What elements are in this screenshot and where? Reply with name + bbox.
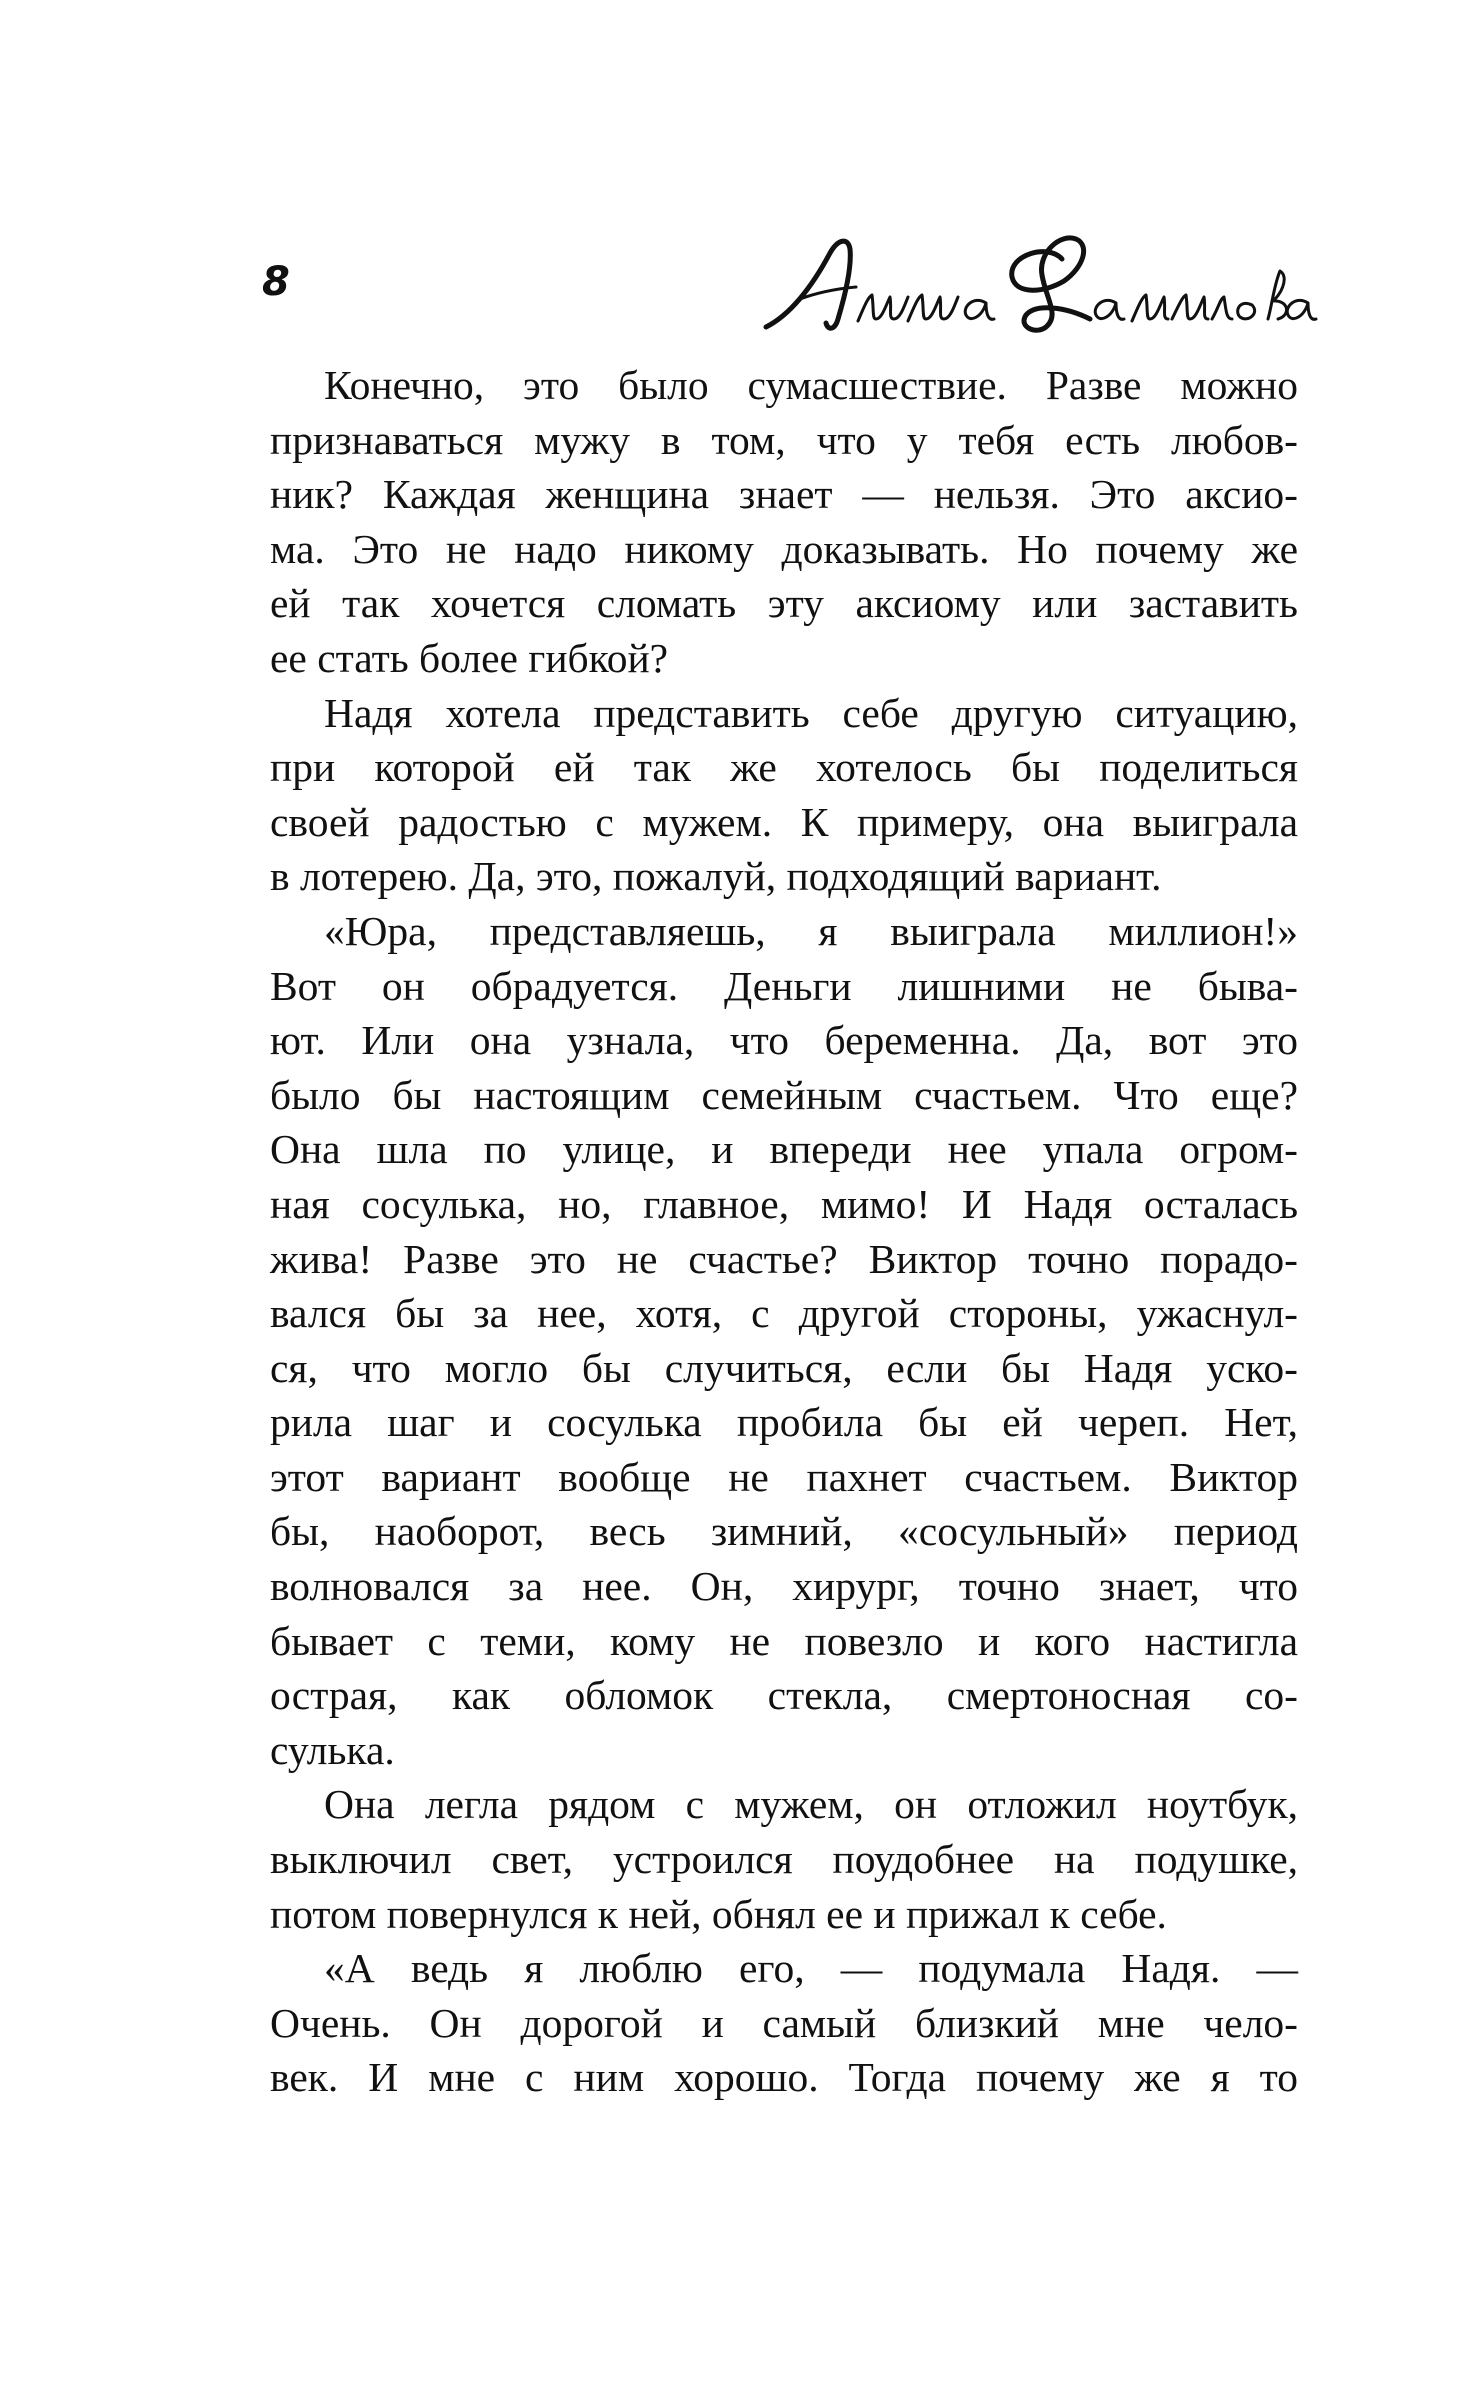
text-line: при которой ей так же хотелось бы поделиться xyxy=(270,744,1298,791)
text-line: бывает с теми, кому не повезло и кого настигла xyxy=(270,1617,1298,1664)
text-line: было бы настоящим семейным счастьем. Что еще? xyxy=(270,1071,1298,1118)
text-line: ют. Или она узнала, что беременна. Да, вот это xyxy=(270,1017,1298,1064)
text-line: выключил свет, устроился поудобнее на подушке, xyxy=(270,1836,1298,1883)
text-line: ее стать более гибкой? xyxy=(270,634,669,681)
text-line: бы, наоборот, весь зимний, «сосульный» период xyxy=(270,1508,1298,1555)
page-number: 8 xyxy=(262,259,290,305)
text-line: ся, что могло бы случиться, если бы Надя уско- xyxy=(270,1344,1298,1391)
text-line: волновался за нее. Он, хирург, точно знает, что xyxy=(270,1563,1298,1610)
text-line: ма. Это не надо никому доказывать. Но почему же xyxy=(270,525,1298,572)
text-line: Она легла рядом с мужем, он отложил ноутбук, xyxy=(324,1781,1298,1828)
text-line: ная сосулька, но, главное, мимо! И Надя осталась xyxy=(270,1180,1298,1227)
text-line: в лотерею. Да, это, пожалуй, подходящий вариант. xyxy=(270,853,1162,900)
text-line: жива! Разве это не счастье? Виктор точно порадо- xyxy=(270,1235,1298,1282)
body-text xyxy=(270,358,1298,2105)
text-line: вался бы за нее, хотя, с другой стороны, ужаснул- xyxy=(270,1290,1298,1337)
text-line: Очень. Он дорогой и самый близкий мне чело- xyxy=(270,1999,1298,2046)
text-line: «Юра, представляешь, я выиграла миллион!» xyxy=(324,907,1298,954)
text-line: ник? Каждая женщина знает — нельзя. Это аксио- xyxy=(270,471,1298,518)
text-line: этот вариант вообще не пахнет счастьем. Виктор xyxy=(270,1453,1298,1500)
text-line: ей так хочется сломать эту аксиому или заставить xyxy=(270,580,1298,627)
text-line: сулька. xyxy=(270,1726,395,1773)
text-line: век. И мне с ним хорошо. Тогда почему же я то xyxy=(270,2054,1298,2101)
author-name-logo xyxy=(760,215,1320,350)
text-line: острая, как обломок стекла, смертоносная со- xyxy=(270,1672,1298,1719)
text-line: рила шаг и сосулька пробила бы ей череп. Нет, xyxy=(270,1399,1298,1446)
text-line: Она шла по улице, и впереди нее упала огром- xyxy=(270,1126,1298,1173)
text-line: Вот он обрадуется. Деньги лишними не быва- xyxy=(270,962,1298,1009)
text-line: «А ведь я люблю его, — подумала Надя. — xyxy=(324,1945,1298,1992)
text-line: признаваться мужу в том, что у тебя есть любов- xyxy=(270,416,1298,463)
text-line: потом повернулся к ней, обнял ее и прижал к себе. xyxy=(270,1890,1167,1937)
text-line: Надя хотела представить себе другую ситуацию, xyxy=(324,689,1298,736)
text-line: своей радостью с мужем. К примеру, она выиграла xyxy=(270,798,1298,845)
text-line: Конечно, это было сумасшествие. Разве можно xyxy=(324,362,1298,408)
